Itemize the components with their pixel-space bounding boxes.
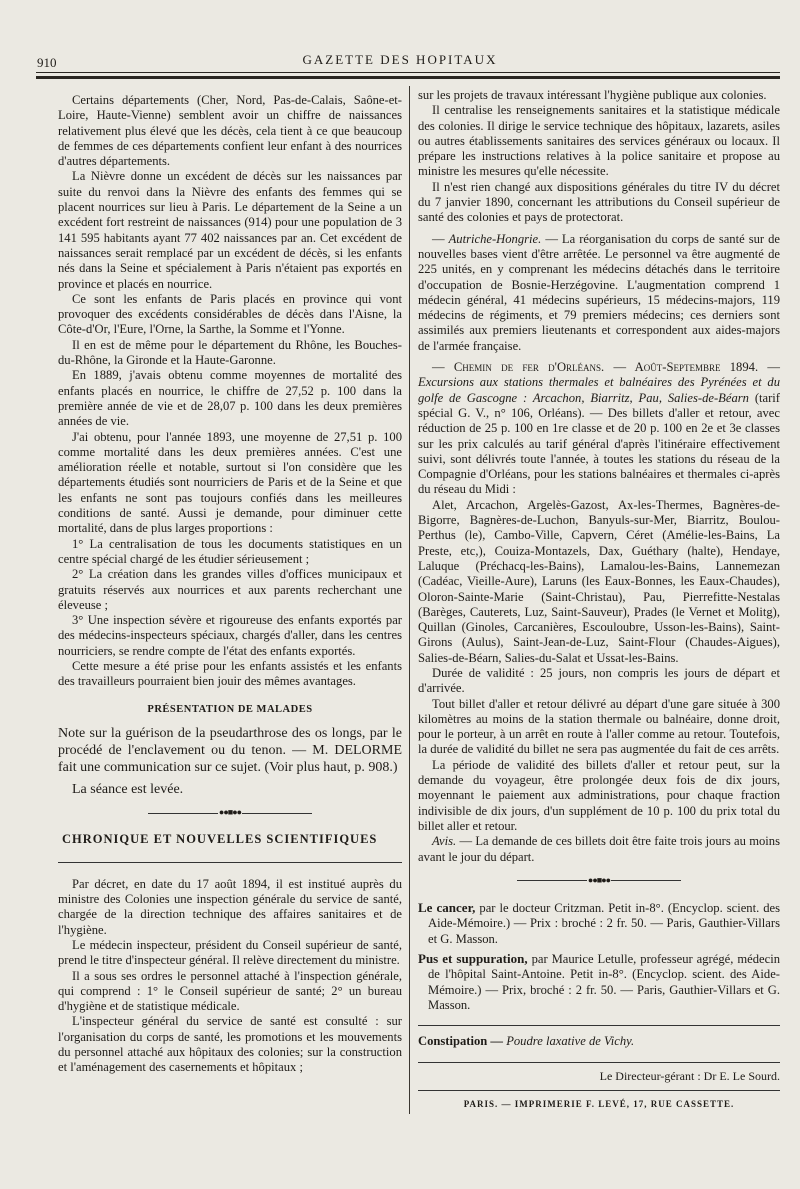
left-column bbox=[58, 93, 402, 1076]
paragraph: Ce sont les enfants de Paris placés en province qui vont provoquer des excédents considérables de décès dans l'Aisne, la Côte-d'Or, l'Eure, l'Orne, la Sarthe, la Somme et l'Yonne. bbox=[58, 291, 402, 337]
paragraph: Cette mesure a été prise pour les enfants assistés et les enfants des travailleurs pourraient bien jouir des mêmes avantages. bbox=[58, 658, 402, 689]
paragraph: L'inspecteur général du service de santé est consulté : sur l'organisation du corps de santé, les promotions et les mouvements du personnel attaché aux hôpitaux des colonies; sur la construction et l'aménagement des casernements et hôpitaux ; bbox=[58, 1014, 402, 1075]
book-title: Le cancer, bbox=[418, 900, 476, 916]
paragraph: La Nièvre donne un excédent de décès sur les naissances par suite du renvoi dans la Nièvre des enfants des femmes qui se placent nourrices sur lieu à Paris. Le département de la Seine a un excédent fort restreint de naissances (914) pour une population de 3 141 595 habitants ayant 77 402 naissances par an. Cet excédent de naissances serait remplacé par un excédent de décès, si les enfants nés dans la Seine et spécialement à Paris n'étaient pas exportés en province et placés en nourrice. bbox=[58, 169, 402, 291]
paragraph: Il centralise les renseignements sanitaires et la statistique médicale des colonies. Il dirige le service technique des hôpitaux, lazarets, asiles ou autres établissements sanitaires des services généraux ou locaux. Il prépare les instructions relatives à la police sanitaire et propose au ministre les mesures qu'elle nécessite. bbox=[418, 103, 780, 179]
news-austria-text: — La réorganisation du corps de santé sur de nouvelles bases vient d'être arrêtée. Le personnel va être augmenté de 225 unités, en y comprenant les médecins détachés dans le territoire d'occupation de Bosnie-Herzégovine. L'augmentation comprend 1 médecin général, 41 médecins supérieurs, 15 médecins-majors, 119 médecins de régiments, et 79 premiers médecins; ces derniers sont assimilés aux premiers lieutenants et correspondent aux aides-majors de l'armée française. bbox=[418, 231, 780, 353]
advert-text: Poudre laxative de Vichy. bbox=[506, 1034, 635, 1049]
paragraph: Par décret, en date du 17 août 1894, il est institué auprès du ministre des Colonies une inspection générale du service de santé, chargée de la direction technique des affaires sanitaires et de l'hygiène. bbox=[58, 876, 402, 937]
right-column bbox=[418, 88, 780, 1112]
paragraph: sur les projets de travaux intéressant l'hygiène publique aux colonies. bbox=[418, 88, 767, 102]
section-rule bbox=[418, 1025, 780, 1026]
communication-note: Note sur la guérison de la pseudarthrose des os longs, par le procédé de l'enclavement ou du tenon. — M. DELORME fait une communication sur ce sujet. (Voir plus haut, p. 908.) bbox=[58, 725, 402, 775]
page-number: 910 bbox=[37, 55, 57, 70]
ornament-divider: ●●■●● bbox=[58, 805, 402, 820]
section-rule bbox=[58, 862, 402, 863]
paragraph: Il n'est rien changé aux dispositions générales du titre IV du décret du 7 janvier 1890, concernant les attributions du Conseil supérieur de santé des colonies et pays de protectorat. bbox=[418, 179, 780, 225]
paragraph: En 1889, j'avais obtenu comme moyennes de mortalité des enfants placés en nourrice, le chiffre de 27,52 p. 100 dans la première année de vie et de 28,07 p. 100 dans les deux premières années de vie. bbox=[58, 368, 402, 429]
paragraph: 2° La création dans les grandes villes d'offices municipaux et gratuits réservés aux nourrices et aux parents recherchant une éleveuse ; bbox=[58, 567, 402, 612]
notice bbox=[418, 834, 780, 865]
news-austria: — Autriche-Hongrie. — La réorganisation du corps de santé sur de nouvelles bases vient d'être arrêtée. Le personnel va être augmenté de 225 unités, en y comprenant les médecins détachés dans le territoire d'occupation de Bosnie-Herzégovine. L'augmentation comprend 1 médecin général, 41 médecins supérieurs, 15 médecins-majors, 119 médecins de régiments, et 79 premiers médecins; ces derniers sont assimilés aux premiers lieutenants et correspondent aux aides-majors de l'armée française. bbox=[418, 231, 780, 353]
book-notice-pus bbox=[418, 951, 780, 1013]
header-rule-top bbox=[36, 72, 780, 73]
paragraph: Durée de validité : 25 jours, non compris les jours de départ et d'arrivée. bbox=[418, 665, 780, 696]
section-rule bbox=[418, 1062, 780, 1063]
book-details: par le docteur Critzman. Petit in-8°. (Encyclop. scient. des Aide-Mémoire.) — Prix : broché : 2 fr. 50. — Paris, Gauthier-Villars et G. Masson. bbox=[428, 901, 781, 946]
paragraph: 1° La centralisation de tous les documents statistiques en un centre spécial chargé de les étudier sérieusement ; bbox=[58, 536, 402, 566]
paragraph: Il en est de même pour le département du Rhône, les Bouches-du-Rhône, la Gironde et la Haute-Garonne. bbox=[58, 337, 402, 368]
paragraph: Tout billet d'aller et retour délivré au départ d'une gare située à 300 kilomètres au moins de la station thermale ou balnéaire, donne droit, pour le porteur, à un arrêt en route à l'aller comme au retour. Toutefois, la durée de validité du billet ne sera pas augmentée du fait de ces arrêts. bbox=[418, 696, 780, 757]
section-rule bbox=[418, 1090, 780, 1091]
paragraph: La période de validité des billets d'aller et retour peut, sur la demande du voyageur, être prolongée deux fois de dix jours, moyennant le paiement aux administrations, pour chaque fraction indivisible de dix jours, d'un supplément de 10 p. 100 du prix total du billet aller et retour. bbox=[418, 757, 780, 833]
seance-closing: La séance est levée. bbox=[72, 781, 184, 797]
book-notice-cancer bbox=[418, 900, 780, 947]
paragraph: Le médecin inspecteur, président du Conseil supérieur de santé, prend le titre d'inspecteur général. Il relève directement du ministre. bbox=[58, 937, 402, 968]
notice-label: Avis. bbox=[432, 834, 457, 849]
signature: Le Directeur-gérant : Dr E. Le Sourd. bbox=[599, 1068, 780, 1083]
paragraph: J'ai obtenu, pour l'année 1893, une moyenne de 27,51 p. 100 comme mortalité dans les deux premières années. C'est une amélioration réelle et notable, surtout si l'on considère que les départements étudiés sont nourriciers de Paris et de la Seine et que les enfants ne sont pas toujours confiés dans les meilleures conditions de santé. Aussi je demande, pour diminuer cette mortalité, dans de plus larges proportions : bbox=[58, 429, 402, 536]
paragraph: Certains départements (Cher, Nord, Pas-de-Calais, Saône-et-Loire, Haute-Vienne) semblent avoir un chiffre de naissances relativement plus élevé que les décès, cela tient à ce que beaucoup de femmes de ces départements confient leur enfant à des nourrices d'autres départements. bbox=[58, 93, 402, 169]
paragraph: Il a sous ses ordres le personnel attaché à l'inspection générale, qui comprend : 1° le Conseil supérieur de santé; 2° un bureau d'hygiène et de statistique médicale. bbox=[58, 968, 402, 1014]
advert-title: Constipation — bbox=[418, 1034, 504, 1049]
station-list: Alet, Arcachon, Argelès-Gazost, Ax-les-Thermes, Bagnères-de-Bigorre, Bagnères-de-Luchon, Banyuls-sur-Mer, Biarritz, Boulou-Perthus (le), Cambo-Ville, Capvern, Céret (Amélie-les-Bains, La Preste, etc,), Couiza-Montazels, Dax, Guéthary (halte), Hendaye, Laluque (Préchacq-les-Bains), Lamalou-les-Bains, Lannemezan (Cadéac, Vieille-Aure), Laruns (les Eaux-Bonnes, les Eaux-Chaudes), Oloron-Sainte-Marie (Saint-Christau), Pau, Pierrefitte-Nestalas (Barèges, Cauterets, Luz, Saint-Sauveur), Prades (le Vernet et Molitg), Quillan (Ginoles, Carcanières, Escouloubre, Usson-les-Bains), Saint-Girons (Aulus), Saint-Jean-de-Luz, Saint-Flour (Chaudes-Aigues), Salies-de-Béarn, Salies-du-Salat et Ussat-les-Bains. bbox=[418, 497, 780, 665]
printer-line: PARIS. — IMPRIMERIE F. LEVÉ, 17, RUE CASSETTE. bbox=[463, 1098, 735, 1109]
paragraph: 3° Une inspection sévère et rigoureuse des enfants exportés par des médecins-inspecteurs spéciaux, chargés d'aller, dans les centres nourriciers, se rendre compte de l'état des enfants exportés. bbox=[58, 613, 402, 658]
advert-constipation bbox=[418, 1034, 780, 1049]
column-divider bbox=[409, 86, 410, 1114]
section-heading-presentation: PRÉSENTATION DE MALADES bbox=[147, 703, 313, 715]
section-heading-chronique: CHRONIQUE ET NOUVELLES SCIENTIFIQUES bbox=[62, 832, 378, 847]
news-railway-label: — Chemin de fer d'Orléans. — Août-Septembre 1894. — bbox=[432, 360, 780, 375]
book-details: par Maurice Letulle, professeur agrégé, médecin de l'hôpital Saint-Antoine. Petit in-8°. (Encyclop. scient. des Aide-Mémoire.) — Prix, broché : 2 fr. 50. — Paris, Gauthier-Villars et G. Masson. bbox=[428, 952, 780, 1012]
header-rule-bottom bbox=[36, 76, 780, 79]
news-railway bbox=[418, 360, 780, 498]
book-title: Pus et suppuration, bbox=[418, 951, 528, 967]
ornament-divider: ●●■●● bbox=[418, 873, 780, 888]
news-railway-title: Excursions aux stations thermales et balnéaires des Pyrénées et du golfe de Gascogne : Arcachon, Biarritz, Pau, Salies-de-Béarn bbox=[418, 375, 780, 405]
journal-title: GAZETTE DES HOPITAUX bbox=[302, 52, 498, 67]
news-railway-text: (tarif spécial G. V., n° 106, Orléans). — Des billets d'aller et retour, avec réduction de 25 p. 100 en 1re classe et de 20 p. 100 en 2e et 3e classes sur les prix calculés au tarif général d'après l'itinéraire effectivement suivi, sont délivrés toute l'année, à toutes les stations du réseau de la Compagnie d'Orléans, pour les stations balnéaires et thermales ci-après du réseau du Midi : bbox=[418, 390, 780, 497]
notice-text: — La demande de ces billets doit être faite trois jours au moins avant le jour du départ. bbox=[418, 834, 781, 864]
news-austria-label: Autriche-Hongrie. bbox=[448, 231, 542, 246]
